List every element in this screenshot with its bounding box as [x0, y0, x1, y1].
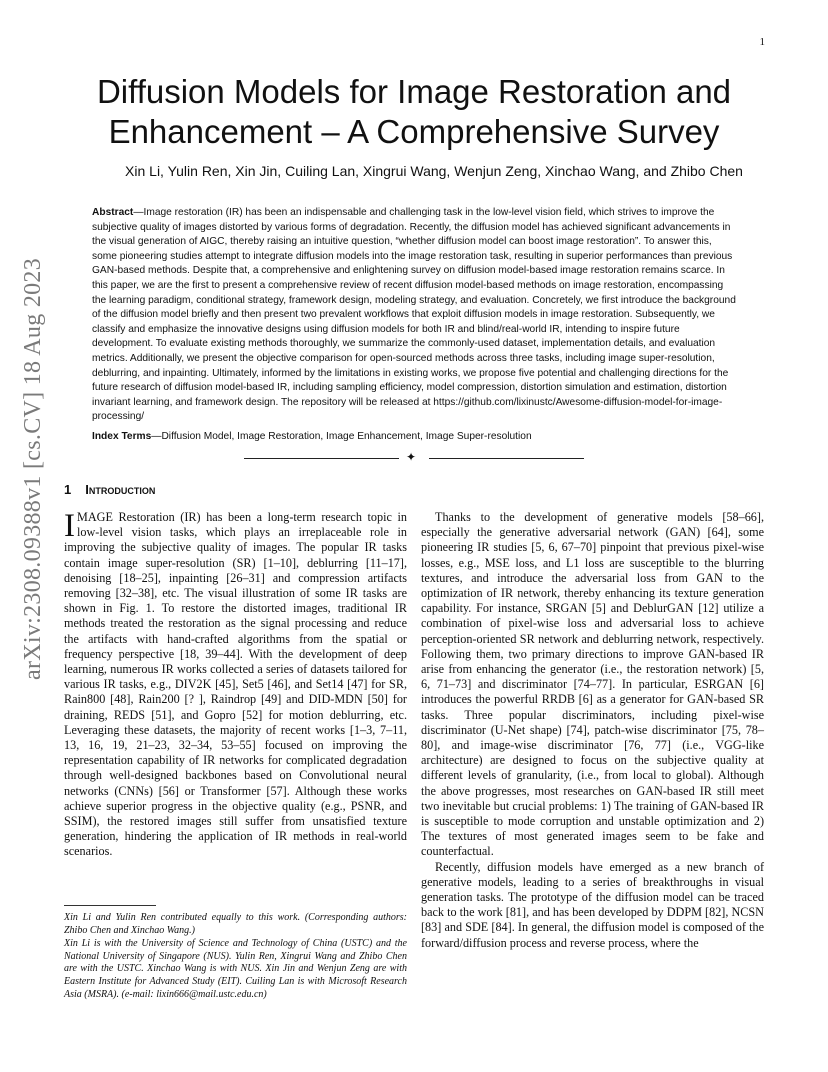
- intro-paragraph-3: Recently, diffusion models have emerged as a new branch of generative models, leading to a series of breakthroughs in visual generation tasks. The prototype of the diffusion model can be traced back to the work [81], and has been developed by DDPM [82], NCSN [83] and SDE [84]. In general, the diffusion model is composed of the forward/diffusion process and reverse process, where the: [421, 859, 764, 950]
- divider-line-right: [429, 458, 584, 459]
- author-list: Xin Li, Yulin Ren, Xin Jin, Cuiling Lan, Xingrui Wang, Wenjun Zeng, Xinchao Wang, and Zhibo Chen: [125, 163, 743, 179]
- smallcaps-lead: MAGE: [77, 510, 113, 524]
- abstract-text: —Image restoration (IR) has been an indispensable and challenging task in the low-level vision field, which strives to improve the subjective quality of images distorted by various forms of degradation. Recently, the diffusion model has achieved significant advancements in the visual generation of AIGC, thereby raising an intuitive question, “whether diffusion model can boost image restoration”. To answer this, some pioneering studies attempt to integrate diffusion models into the image restoration task, resulting in superior performances than previous GAN-based methods. Despite that, a comprehensive and enlightening survey on diffusion model-based image restoration remains scarce. In this paper, we are the first to present a comprehensive review of recent diffusion model-based methods on image restoration, encompassing the learning paradigm, conditional strategy, framework design, modeling strategy, and evaluation. Concretely, we first introduce the background of the diffusion model briefly and then present two prevalent workflows that exploit diffusion models in image restoration. Subsequently, we classify and emphasize the innovative designs using diffusion models for both IR and blind/real-world IR, intending to inspire future development. To evaluate existing methods thoroughly, we summarize the commonly-used dataset, implementation details, and evaluation metrics. Additionally, we present the objective comparison for open-sourced methods across three tasks, including image super-resolution, deblurring, and inpainting. Ultimately, informed by the limitations in existing works, we propose five potential and challenging directions for the future research of diffusion model-based IR, including sampling efficiency, model compression, distortion simulation and estimation, distortion invariant learning, and framework design. The repository will be released at https://github.com/lixinustc/Awesome-diffusion-model-for-image-processing/: [92, 207, 736, 423]
- abstract-label: Abstract: [92, 207, 134, 218]
- right-column: [421, 510, 764, 951]
- divider-line-left: [244, 458, 399, 459]
- left-column: [64, 510, 407, 860]
- intro-paragraph-1: [64, 510, 407, 860]
- section-heading: [64, 482, 155, 497]
- section-title: Introduction: [85, 482, 156, 497]
- footnote-rule: [64, 905, 156, 906]
- intro-paragraph-2: Thanks to the development of generative models [58–66], especially the generative adversarial network (GAN) [64], some pioneering IR studies [5, 6, 67–70] pinpoint that previous pixel-wise losses, e.g., MSE loss, and L1 loss are susceptible to the blurring textures, and introduce the adversarial loss from GAN to the optimization of IR network, thereby enhancing its texture generation capability. For instance, SRGAN [5] and DeblurGAN [12] utilize a combination of pixel-wise loss and adversarial loss to achieve perception-oriented SR network and deblurring network, respectively. Following them, two primary directions to improve GAN-based IR arise from enhancing the generator (i.e., the restoration network) [5, 6, 71–73] and discriminator [74–77]. In particular, ESRGAN [6] introduces the powerful RRDB [6] as a generator for GAN-based SR tasks. Three popular discriminators, including pixel-wise discriminator (U-Net shape) [74], patch-wise discriminator [75, 78–80], and image-wise discriminator [76, 77] (i.e., VGG-like architecture) are designed to focus on the subjective quality at different levels of granularity, (i.e., from local to global). Although the above progresses, most researches on GAN-based IR still meet two inevitable but crucial problems: 1) The training of GAN-based IR is susceptible to mode corruption and unstable optimization and 2) The textures of most generated images seem to be fake and counterfactual.: [421, 510, 764, 859]
- index-terms-text: —Diffusion Model, Image Restoration, Image Enhancement, Image Super-resolution: [151, 431, 532, 442]
- index-terms: [92, 430, 738, 445]
- abstract: [92, 206, 738, 425]
- section-divider: [244, 451, 584, 465]
- footnote-contribution: Xin Li and Yulin Ren contributed equally to this work. (Corresponding authors: Zhibo Chen and Xinchao Wang.): [64, 912, 407, 936]
- footnote-affiliations: Xin Li is with the University of Science and Technology of China (USTC) and the National University of Singapore (NUS). Yulin Ren, Xingrui Wang and Zhibo Chen are with the USTC. Xinchao Wang is with NUS. Xin Jin and Wenjun Zeng are with Eastern Institute for Advanced Study (EIT). Cuiling Lan is with Microsoft Research Asia (MSRA). (e-mail: lixin666@mail.ustc.edu.cn): [64, 938, 407, 1000]
- index-terms-label: Index Terms: [92, 431, 152, 442]
- diamond-ornament-icon: ✦: [406, 450, 417, 464]
- drop-cap: I: [64, 508, 75, 544]
- page-number: 1: [759, 36, 765, 48]
- arxiv-identifier: arXiv:2308.09388v1 [cs.CV] 18 Aug 2023: [20, 257, 46, 680]
- section-number: 1: [64, 482, 72, 497]
- intro-paragraph-1-text: Restoration (IR) has been a long-term research topic in low-level vision tasks, which plays an irreplaceable role in improving the subjective quality of images. The popular IR tasks contain image super-resolution (SR) [1–10], deblurring [11–17], denoising [18–25], inpainting [26–31] and compression artifacts removing [32–38], etc. The visual illustration of some IR tasks are shown in Fig. 1. To restore the distorted images, traditional IR methods treated the restoration as the signal processing and reduce the artifacts with hand-crafted algorithms from the spatial or frequency perspective [18, 39–44]. With the development of deep learning, numerous IR works collected a series of datasets tailored for various IR tasks, e.g., DIV2K [45], Set5 [46], and Set14 [47] for SR, Rain800 [48], Rain200 [? ], Raindrop [49] and DID-MDN [50] for draining, REDS [51], and Gopro [52] for motion deblurring, etc. Leveraging these datasets, the majority of recent works [1–3, 7–11, 13, 16, 19, 21–23, 32–34, 53–55] focused on improving the representation capability of IR networks for complicated degradation through well-designed backbones based on Convolutional neural networks (CNNs) [56] or Transformer [57]. Although these works achieve superior progress in the objective quality (e.g., PSNR, and SSIM), the restored images still suffer from unsatisfied texture generation, hindering the application of IR methods in real-world scenarios.: [64, 510, 407, 859]
- paper-title: Diffusion Models for Image Restoration and Enhancement – A Comprehensive Survey: [96, 73, 732, 150]
- footnotes: [64, 912, 407, 1002]
